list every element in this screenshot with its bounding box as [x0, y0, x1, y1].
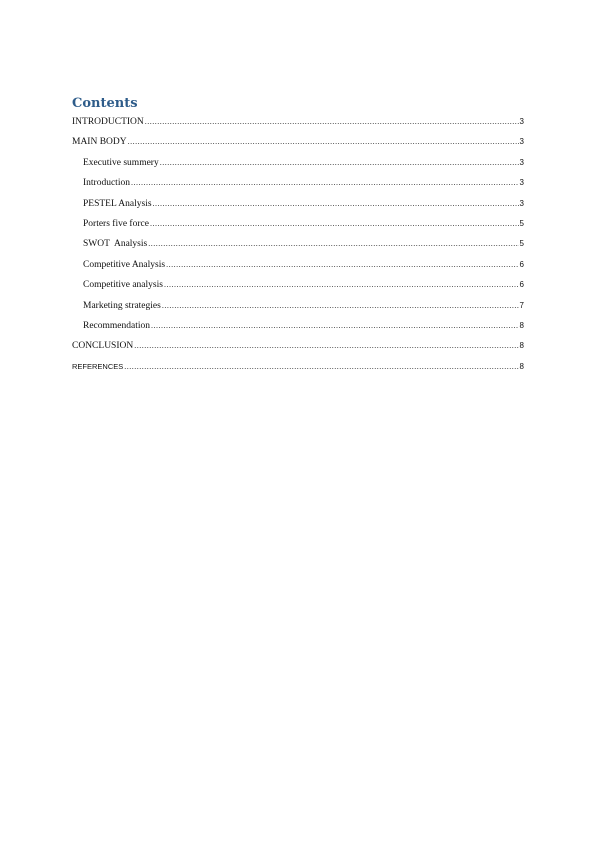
toc-entry-label: CONCLUSION: [72, 341, 134, 352]
toc-entry-label: Introduction: [83, 178, 130, 189]
toc-entry-marketing-strategies[interactable]: [72, 301, 524, 321]
toc-dot-leader: [128, 137, 519, 146]
toc-entry-introduction[interactable]: [72, 117, 524, 137]
toc-entry-label: Executive summery: [83, 157, 159, 168]
toc-dot-leader: [162, 301, 519, 310]
toc-page-number: 6: [519, 259, 524, 269]
toc-entry-executive-summery[interactable]: [72, 158, 524, 178]
toc-page-number: 8: [519, 320, 524, 330]
toc-entry-competitive-analysis-2[interactable]: [72, 280, 524, 300]
toc-entry-references[interactable]: [72, 362, 524, 382]
toc-entry-swot-analysis[interactable]: [72, 239, 524, 259]
toc-entry-label: Porters five force: [83, 218, 149, 229]
toc-page-number: 5: [519, 218, 524, 228]
table-of-contents: [72, 95, 524, 382]
toc-dot-leader: [148, 239, 518, 248]
toc-page-number: 8: [519, 341, 524, 351]
toc-entry-label: PESTEL Analysis: [83, 198, 152, 209]
toc-page-number: 5: [519, 239, 524, 249]
toc-entry-porters-five-force[interactable]: [72, 219, 524, 239]
toc-entry-recommendation[interactable]: [72, 321, 524, 341]
toc-page-number: 3: [519, 137, 524, 147]
toc-page-number: 6: [519, 280, 524, 290]
toc-page-number: 3: [519, 198, 524, 208]
toc-entry-label: MAIN BODY: [72, 137, 127, 148]
toc-entry-pestel-analysis[interactable]: [72, 199, 524, 219]
toc-dot-leader: [151, 321, 519, 330]
toc-entry-conclusion[interactable]: [72, 341, 524, 361]
toc-dot-leader: [150, 219, 519, 228]
toc-dot-leader: [131, 178, 519, 187]
toc-page-number: 3: [519, 157, 524, 167]
toc-dot-leader: [153, 199, 519, 208]
toc-entry-main-body[interactable]: [72, 137, 524, 157]
toc-dot-leader: [134, 341, 518, 350]
toc-dot-leader: [160, 158, 519, 167]
toc-page-number: 7: [519, 300, 524, 310]
toc-entry-competitive-analysis[interactable]: [72, 260, 524, 280]
toc-entry-label: Competitive analysis: [83, 280, 163, 291]
toc-entry-label: Recommendation: [83, 320, 151, 331]
toc-heading: Contents: [72, 96, 138, 111]
toc-entry-introduction-sub[interactable]: [72, 178, 524, 198]
toc-page-number: 3: [519, 178, 524, 188]
toc-entry-label: Marketing strategies: [83, 300, 161, 311]
toc-entry-label: REFERENCES: [72, 361, 124, 371]
toc-dot-leader: [124, 362, 518, 371]
toc-entry-label: INTRODUCTION: [72, 117, 144, 127]
toc-dot-leader: [166, 260, 518, 269]
toc-dot-leader: [145, 117, 519, 126]
toc-page-number: 8: [519, 361, 524, 371]
toc-list: [72, 117, 524, 382]
toc-entry-label: Competitive Analysis: [83, 259, 166, 270]
toc-dot-leader: [164, 280, 519, 289]
toc-entry-label: SWOT Analysis: [83, 239, 148, 250]
toc-page-number: 3: [519, 117, 524, 126]
